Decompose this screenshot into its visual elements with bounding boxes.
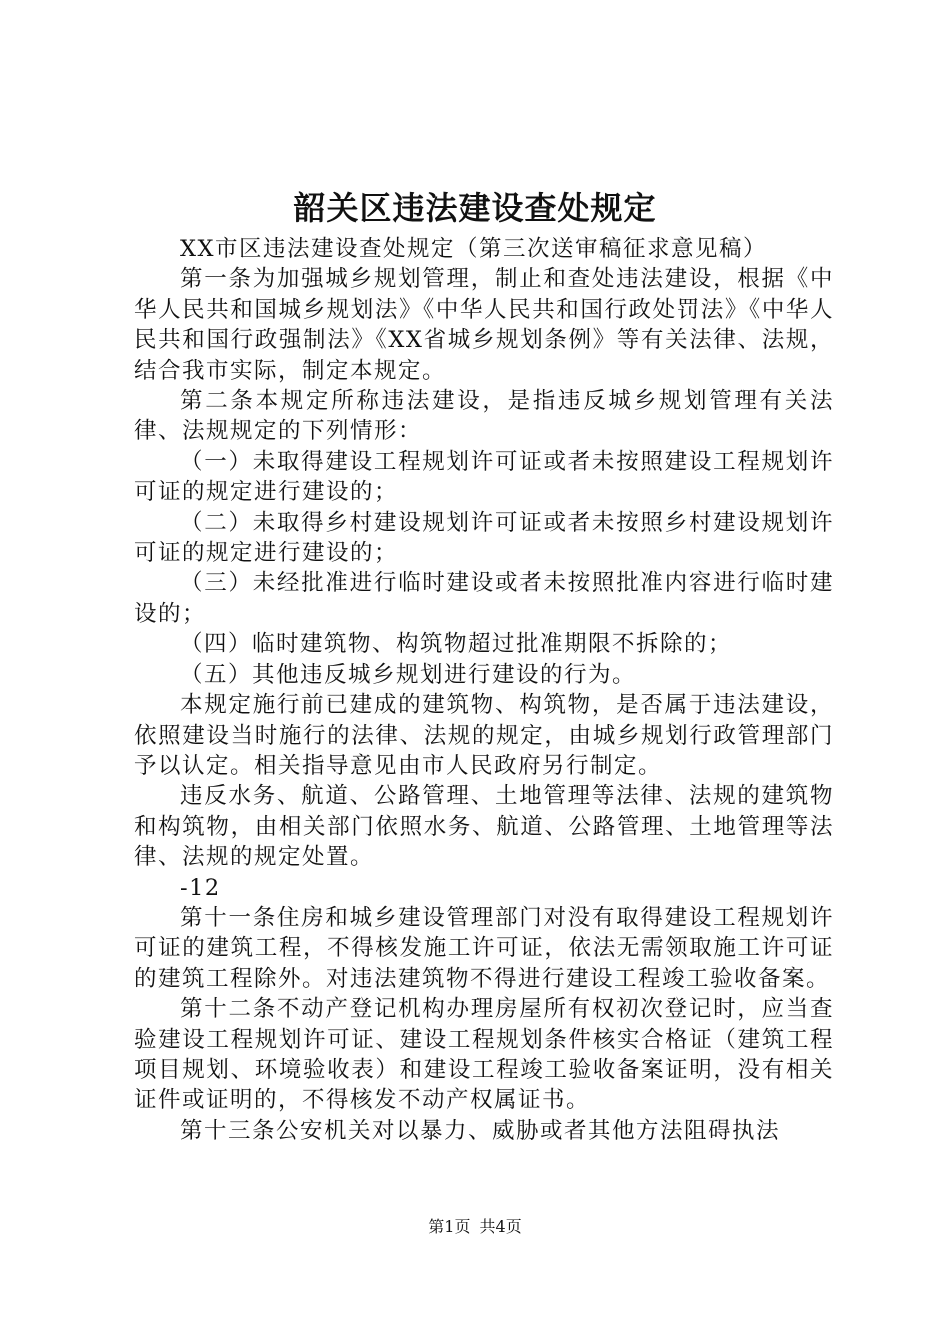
document-title: 韶关区违法建设查处规定 bbox=[293, 189, 657, 227]
document-subtitle: XX市区违法建设查处规定（第三次送审稿征求意见稿） bbox=[180, 236, 768, 262]
clause-1-paragraph: （一）未取得建设工程规划许可证或者未按照建设工程规划许可证的规定进行建设的； bbox=[134, 448, 834, 506]
pre-existing-buildings-paragraph: 本规定施行前已建成的建筑物、构筑物，是否属于违法建设，依照建设当时施行的法律、法规的规定，由城乡规划行政管理部门予以认定。相关指导意见由市人民政府另行制定。 bbox=[134, 692, 834, 779]
article-11-paragraph: 第十一条住房和城乡建设管理部门对没有取得建设工程规划许可证的建筑工程，不得核发施工许可证，依法无需领取施工许可证的建筑工程除外。对违法建筑物不得进行建设工程竣工验收备案。 bbox=[134, 904, 834, 992]
article-1-paragraph: 第一条为加强城乡规划管理，制止和查处违法建设，根据《中华人民共和国城乡规划法》《中华人民共和国行政处罚法》《中华人民共和国行政强制法》《XX省城乡规划条例》等有关法律、法规，结合我市实际，制定本规定。 bbox=[134, 266, 834, 384]
section-marker: -12 bbox=[180, 874, 221, 901]
clause-4-paragraph: （四）临时建筑物、构筑物超过批准期限不拆除的； bbox=[180, 631, 733, 658]
article-2-paragraph: 第二条本规定所称违法建设，是指违反城乡规划管理有关法律、法规规定的下列情形： bbox=[134, 388, 834, 445]
clause-3-paragraph: （三）未经批准进行临时建设或者未按照批准内容进行临时建设的； bbox=[134, 570, 834, 627]
other-violations-paragraph: 违反水务、航道、公路管理、土地管理等法律、法规的建筑物和构筑物，由相关部门依照水务、航道、公路管理、土地管理等法律、法规的规定处置。 bbox=[134, 783, 834, 871]
article-12-paragraph: 第十二条不动产登记机构办理房屋所有权初次登记时，应当查验建设工程规划许可证、建设工程规划条件核实合格证（建筑工程项目规划、环境验收表）和建设工程竣工验收备案证明，没有相关证件或证明的，不得核发不动产权属证书。 bbox=[134, 996, 834, 1114]
clause-2-paragraph: （二）未取得乡村建设规划许可证或者未按照乡村建设规划许可证的规定进行建设的； bbox=[134, 509, 834, 567]
article-13-paragraph: 第十三条公安机关对以暴力、威胁或者其他方法阻碍执法 bbox=[180, 1117, 781, 1144]
clause-5-paragraph: （五）其他违反城乡规划进行建设的行为。 bbox=[180, 661, 637, 688]
page-number: 第1页 bbox=[428, 1217, 471, 1236]
document-body bbox=[134, 234, 834, 1146]
page-total: 共4页 bbox=[479, 1217, 522, 1236]
page-footer bbox=[0, 1216, 950, 1238]
